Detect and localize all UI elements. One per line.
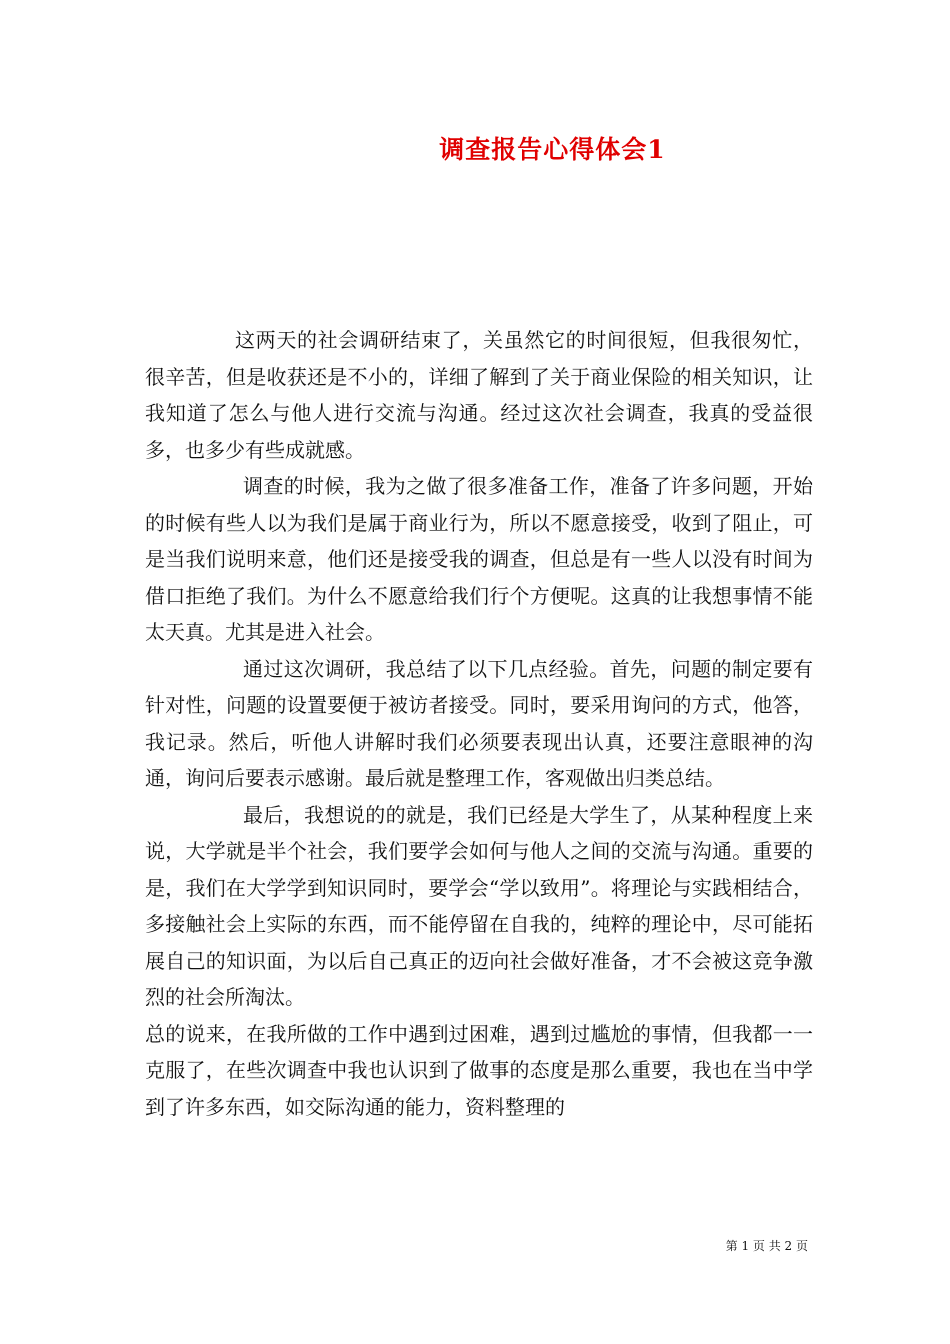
document-title: 调查报告心得体会1 (439, 135, 666, 164)
paragraph-4: 最后，我想说的的就是，我们已经是大学生了，从某种程度上来说，大学就是半个社会，我们要学会如何与他人之间的交流与沟通。重要的是，我们在大学学到知识同时，要学会“学以致用”。将理论与实践相结合，多接触社会上实际的东西，而不能停留在自我的，纯粹的理论中，尽可能拓展自己的知识面，为以后自己真正的迈向社会做好准备，才不会被这竞争激烈的社会所淘汰。 (145, 802, 813, 1009)
document-body (145, 322, 813, 1125)
paragraph-2: 调查的时候，我为之做了很多准备工作，准备了许多问题，开始的时候有些人以为我们是属于商业行为，所以不愿意接受，收到了阻止，可是当我们说明来意，他们还是接受我的调查，但总是有一些人以没有时间为借口拒绝了我们。为什么不愿意给我们行个方便呢。这真的让我想事情不能太天真。尤其是进入社会。 (145, 474, 813, 644)
paragraph-5: 总的说来，在我所做的工作中遇到过困难，遇到过尴尬的事情，但我都一一克服了，在些次调查中我也认识到了做事的态度是那么重要，我也在当中学到了许多东西，如交际沟通的能力，资料整理的 (145, 1021, 813, 1119)
paragraph-1: 这两天的社会调研结束了，关虽然它的时间很短，但我很匆忙，很辛苦，但是收获还是不小的，详细了解到了关于商业保险的相关知识，让我知道了怎么与他人进行交流与沟通。经过这次社会调查，我真的受益很多，也多少有些成就感。 (145, 328, 813, 462)
paragraph-3: 通过这次调研，我总结了以下几点经验。首先，问题的制定要有针对性，问题的设置要便于被访者接受。同时，要采用询问的方式，他答，我记录。然后，听他人讲解时我们必须要表现出认真，还要注意眼神的沟通，询问后要表示感谢。最后就是整理工作，客观做出归类总结。 (145, 656, 813, 790)
page-number-footer: 第 1 页 共 2 页 (725, 1239, 808, 1253)
